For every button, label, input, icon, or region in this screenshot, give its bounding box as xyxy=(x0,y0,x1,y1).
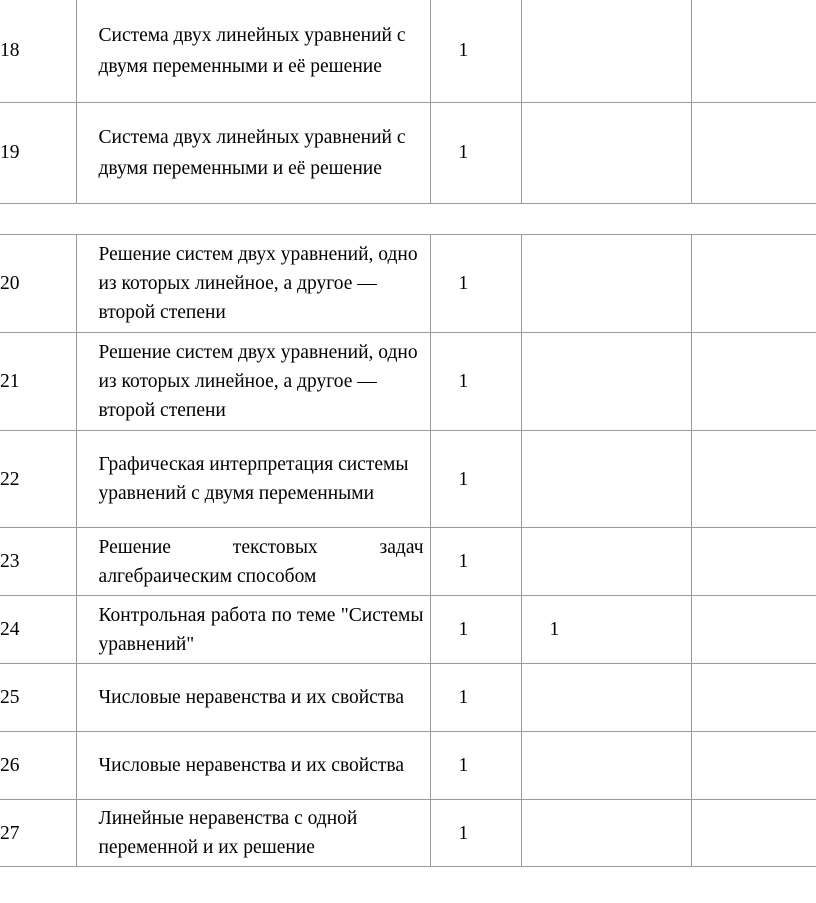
lesson-table-part-2 xyxy=(0,234,816,867)
control-works xyxy=(521,333,691,431)
lesson-topic: Решение систем двух уравнений, одно из которых линейное, а другое — второй степени xyxy=(76,235,430,333)
table-row xyxy=(0,664,816,732)
lesson-topic: Система двух линейных уравнений с двумя переменными и её решение xyxy=(76,102,430,203)
lesson-hours: 1 xyxy=(430,664,521,732)
lesson-number: 25 xyxy=(0,664,76,732)
lesson-hours: 1 xyxy=(430,800,521,867)
lesson-number: 26 xyxy=(0,732,76,800)
control-works xyxy=(521,800,691,867)
control-works xyxy=(521,235,691,333)
control-works xyxy=(521,528,691,596)
table-row xyxy=(0,102,816,203)
table-row xyxy=(0,596,816,664)
extra-cell xyxy=(691,528,816,596)
table-row xyxy=(0,800,816,867)
lesson-number: 22 xyxy=(0,431,76,528)
lesson-topic: Числовые неравенства и их свойства xyxy=(76,664,430,732)
lesson-topic: Графическая интерпретация системы уравнений с двумя переменными xyxy=(76,431,430,528)
table-row xyxy=(0,528,816,596)
extra-cell xyxy=(691,664,816,732)
lesson-number: 19 xyxy=(0,102,76,203)
lesson-number: 18 xyxy=(0,0,76,102)
lesson-hours: 1 xyxy=(430,528,521,596)
extra-cell xyxy=(691,596,816,664)
extra-cell xyxy=(691,102,816,203)
control-works xyxy=(521,0,691,102)
table-row xyxy=(0,0,816,102)
lesson-topic: Решение систем двух уравнений, одно из которых линейное, а другое — второй степени xyxy=(76,333,430,431)
lesson-number: 23 xyxy=(0,528,76,596)
extra-cell xyxy=(691,800,816,867)
lesson-hours: 1 xyxy=(430,102,521,203)
control-works xyxy=(521,431,691,528)
lesson-hours: 1 xyxy=(430,596,521,664)
lesson-hours: 1 xyxy=(430,732,521,800)
control-works xyxy=(521,664,691,732)
table-row xyxy=(0,235,816,333)
lesson-hours: 1 xyxy=(430,0,521,102)
lesson-number: 27 xyxy=(0,800,76,867)
control-works xyxy=(521,102,691,203)
lesson-topic: Линейные неравенства с одной переменной и их решение xyxy=(76,800,430,867)
extra-cell xyxy=(691,732,816,800)
control-works xyxy=(521,732,691,800)
table-row xyxy=(0,431,816,528)
extra-cell xyxy=(691,333,816,431)
extra-cell xyxy=(691,431,816,528)
lesson-hours: 1 xyxy=(430,235,521,333)
lesson-number: 20 xyxy=(0,235,76,333)
lesson-topic: Решение текстовых задач алгебраическим способом xyxy=(76,528,430,596)
lesson-hours: 1 xyxy=(430,431,521,528)
extra-cell xyxy=(691,235,816,333)
lesson-hours: 1 xyxy=(430,333,521,431)
lesson-number: 21 xyxy=(0,333,76,431)
lesson-topic: Система двух линейных уравнений с двумя переменными и её решение xyxy=(76,0,430,102)
table-row xyxy=(0,732,816,800)
control-works: 1 xyxy=(521,596,691,664)
extra-cell xyxy=(691,0,816,102)
lesson-topic: Контрольная работа по теме "Системы уравнений" xyxy=(76,596,430,664)
lesson-topic: Числовые неравенства и их свойства xyxy=(76,732,430,800)
table-row xyxy=(0,333,816,431)
lesson-table-part-1 xyxy=(0,0,816,204)
lesson-number: 24 xyxy=(0,596,76,664)
